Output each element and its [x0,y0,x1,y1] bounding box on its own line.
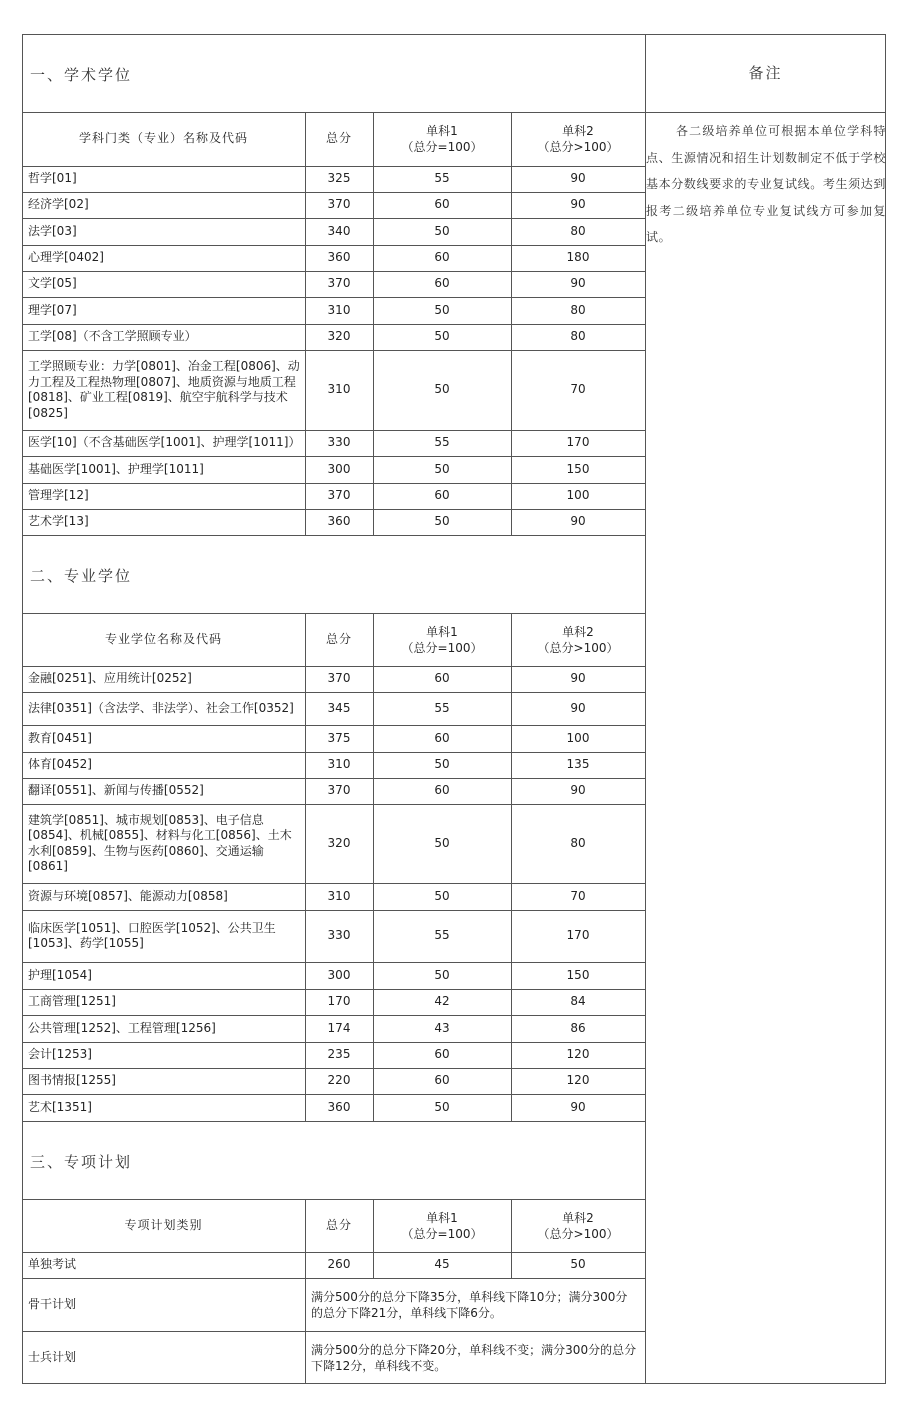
row-total: 360 [327,514,351,529]
header-s2-label: 单科2 [562,1210,594,1225]
row-total: 310 [327,888,351,903]
section-title-professional: 二、专业学位 [30,567,133,585]
row-total: 310 [327,382,351,397]
row-total: 320 [327,835,351,850]
remark-title: 备注 [748,64,783,82]
row-score-2: 100 [566,730,590,745]
header-s1-note: （总分=100） [401,140,483,154]
row-score-2: 84 [570,994,586,1009]
header-s1 [373,1199,511,1252]
header-s2-note: （总分>100） [537,640,619,655]
row-score-2: 170 [566,435,590,450]
row-score-1: 50 [434,302,450,317]
row-score-2: 90 [570,171,586,186]
row-policy-text: 满分500分的总分下降20分，单科线不变；满分300分的总分下降12分，单科线不变。 [311,1342,637,1373]
row-name: 金融[0251]、应用统计[0252] [28,671,192,686]
row-score-1: 60 [434,488,450,503]
row-score-2: 80 [570,302,586,317]
row-total: 370 [327,488,351,503]
row-name: 教育[0451] [28,730,92,745]
row-name: 公共管理[1252]、工程管理[1256] [28,1020,216,1035]
row-score-1: 60 [434,730,450,745]
row-score-2: 86 [570,1020,586,1035]
header-s2 [511,112,645,166]
row-score-1: 50 [434,757,450,772]
row-name: 骨干计划 [28,1296,77,1311]
header-total: 总分 [325,131,352,146]
row-score-2: 180 [566,250,590,265]
row-name: 法律[0351]（含法学、非法学）、社会工作[0352] [28,700,294,715]
row-name: 心理学[0402] [28,250,104,265]
row-total: 310 [327,757,351,772]
row-score-2: 135 [566,757,590,772]
row-total: 220 [327,1073,351,1088]
row-score-1: 60 [434,276,450,291]
row-policy-text: 满分500分的总分下降35分，单科线下降10分；满分300分的总分下降21分，单科线下降6分。 [311,1289,628,1320]
header-total: 总分 [325,631,352,646]
row-total: 235 [327,1047,351,1062]
remark-text: 各二级培养单位可根据本单位学科特点、生源情况和招生计划数制定不低于学校基本分数线要求的专业复试线。考生须达到报考二级培养单位专业复试线方可参加复试。 [646,124,886,244]
row-total: 310 [327,302,351,317]
row-score-1: 55 [434,700,450,715]
row-name: 士兵计划 [28,1349,77,1364]
row-total: 360 [327,250,351,265]
row-score-1: 50 [434,382,450,397]
header-s1-note: （总分=100） [401,640,483,655]
row-total: 330 [327,435,351,450]
header-s1 [373,613,511,666]
row-score-2: 90 [570,671,586,686]
header-name: 专业学位名称及代码 [104,631,222,646]
row-score-1: 55 [434,171,450,186]
row-score-2: 120 [566,1047,590,1062]
row-score-1: 50 [434,835,450,850]
row-score-1: 55 [434,435,450,450]
row-name: 艺术学[13] [28,514,89,529]
row-name: 基础医学[1001]、护理学[1011] [28,461,204,476]
row-name: 法学[03] [28,223,77,238]
header-s2-note: （总分>100） [537,140,619,154]
row-score-1: 60 [434,783,450,798]
row-score-1: 60 [434,197,450,212]
table-rule [22,1121,645,1122]
row-name: 工商管理[1251] [28,994,116,1009]
header-name: 学科门类（专业）名称及代码 [78,131,248,146]
row-score-1: 45 [434,1257,450,1272]
row-score-1: 50 [434,888,450,903]
header-s2 [511,613,645,666]
row-score-1: 55 [434,928,450,943]
row-name: 管理学[12] [28,488,89,503]
row-total: 300 [327,967,351,982]
row-name: 建筑学[0851]、城市规划[0853]、电子信息[0854]、机械[0855]、材料与化工[0856]、土木水利[0859]、生物与医药[0860]、交通运输[0861] [28,812,292,873]
row-total: 320 [327,329,351,344]
row-name: 翻译[0551]、新闻与传播[0552] [28,783,204,798]
row-score-2: 70 [570,382,586,397]
row-name: 资源与环境[0857]、能源动力[0858] [28,888,228,903]
header-s2-label: 单科2 [562,124,594,138]
row-total: 370 [327,671,351,686]
row-total: 370 [327,783,351,798]
row-score-2: 90 [570,197,586,212]
row-total: 375 [327,730,351,745]
table-rule [645,112,886,113]
row-score-1: 60 [434,250,450,265]
row-score-2: 90 [570,514,586,529]
row-name: 哲学[01] [28,171,77,186]
row-total: 330 [327,928,351,943]
row-score-1: 50 [434,223,450,238]
header-name: 专项计划类别 [124,1217,203,1232]
row-name: 艺术[1351] [28,1099,92,1114]
row-name: 医学[10]（不含基础医学[1001]、护理学[1011]） [28,435,301,450]
row-name: 体育[0452] [28,757,92,772]
row-name: 单独考试 [28,1257,77,1272]
row-name: 理学[07] [28,302,77,317]
row-total: 340 [327,223,351,238]
row-score-2: 50 [570,1257,586,1272]
row-total: 300 [327,461,351,476]
row-name: 护理[1054] [28,967,92,982]
row-total: 370 [327,197,351,212]
row-score-2: 80 [570,835,586,850]
section-title-special: 三、专项计划 [30,1153,133,1171]
row-score-2: 80 [570,223,586,238]
row-score-1: 50 [434,514,450,529]
row-name: 图书情报[1255] [28,1073,116,1088]
row-score-2: 90 [570,276,586,291]
header-s1-label: 单科1 [426,1210,458,1225]
header-s2-label: 单科2 [562,624,594,639]
row-score-1: 50 [434,329,450,344]
row-score-1: 60 [434,1073,450,1088]
row-score-2: 70 [570,888,586,903]
row-total: 174 [327,1020,351,1035]
row-name: 临床医学[1051]、口腔医学[1052]、公共卫生[1053]、药学[1055] [28,920,276,950]
row-score-2: 80 [570,329,586,344]
row-score-1: 60 [434,671,450,686]
header-s2-note: （总分>100） [537,1226,619,1241]
row-score-1: 43 [434,1020,450,1035]
row-score-1: 50 [434,1099,450,1114]
table-rule [22,535,645,536]
row-score-2: 90 [570,1099,586,1114]
row-score-2: 150 [566,461,590,476]
row-total: 360 [327,1099,351,1114]
row-score-1: 50 [434,461,450,476]
row-score-1: 42 [434,994,450,1009]
row-score-2: 100 [566,488,590,503]
row-total: 345 [327,700,351,715]
row-score-2: 90 [570,700,586,715]
row-score-2: 120 [566,1073,590,1088]
row-name: 工学照顾专业：力学[0801]、冶金工程[0806]、动力工程及工程热物理[0807]、地质资源与地质工程[0818]、矿业工程[0819]、航空宇航科学与技术[0825] [28,359,300,420]
row-name: 文学[05] [28,276,77,291]
row-total: 170 [327,994,351,1009]
row-total: 370 [327,276,351,291]
header-s1-label: 单科1 [426,624,458,639]
header-s1-label: 单科1 [426,124,458,138]
header-s1 [373,112,511,166]
section-title-academic: 一、学术学位 [30,66,133,84]
row-name: 经济学[02] [28,197,89,212]
row-name: 工学[08]（不含工学照顾专业） [28,329,197,344]
row-score-2: 170 [566,928,590,943]
row-score-2: 150 [566,967,590,982]
row-name: 会计[1253] [28,1047,92,1062]
row-score-1: 60 [434,1047,450,1062]
row-total: 260 [327,1257,351,1272]
header-total: 总分 [325,1217,352,1232]
header-s1-note: （总分=100） [401,1226,483,1241]
row-total: 325 [327,171,351,186]
row-score-2: 90 [570,783,586,798]
row-score-1: 50 [434,967,450,982]
header-s2 [511,1199,645,1252]
